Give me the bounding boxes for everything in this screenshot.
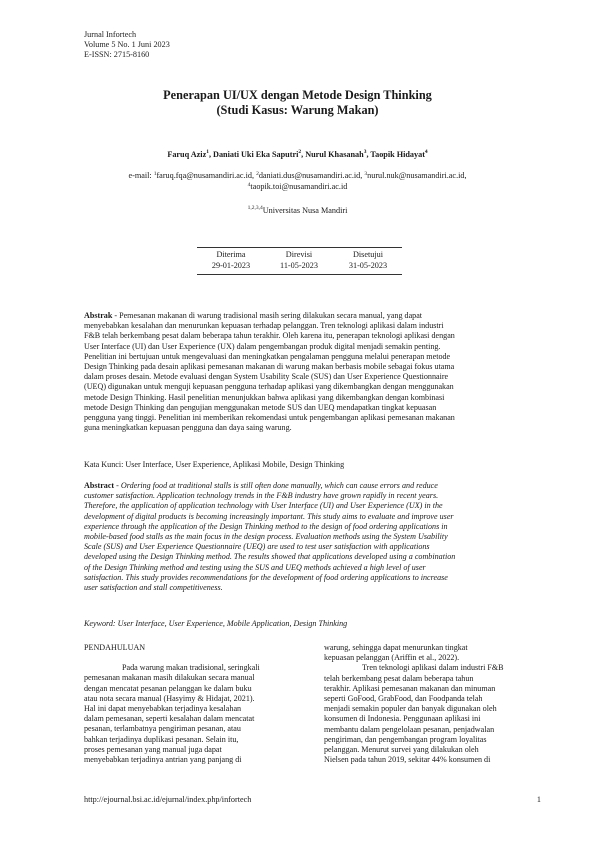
date-label: Direvisi [285, 250, 313, 259]
email-sup: 4 [247, 182, 251, 188]
text-line: telah berkembang pesat dalam beberapa tahun [324, 673, 474, 683]
text-line: terakhir. Aplikasi pemesanan makanan dan minuman [324, 683, 496, 693]
text-line: customer satisfaction. Application technology trends in the F&B industry have grown rapidly in recent years. [84, 491, 439, 501]
affiliation-sup: 1,2,3,4 [247, 205, 263, 211]
date-value: 31-05-2023 [348, 260, 388, 270]
section-title: PENDAHULUAN [84, 643, 146, 652]
date-revised [265, 250, 333, 271]
email-sup: 3 [364, 171, 368, 177]
text-line: menyebabkan kesalahan dan menurunkan kepuasan terhadap pelanggan. Tren teknologi aplikasi dalam industri [84, 321, 444, 331]
author-name: Nurul Khasanah [305, 150, 364, 159]
text-line: satisfaction. This study provides recommendations for the development of food ordering applications to increase [84, 572, 448, 582]
text-line: developed using the Design Thinking method. The results showed that applications developed using a combination [84, 552, 456, 562]
abstrak-paragraph [84, 311, 541, 433]
date-value: 29-01-2023 [211, 260, 251, 270]
author-name: Taopik Hidayat [370, 150, 425, 159]
email-sup: 2 [256, 171, 259, 177]
keywords-value: User Interface, User Experience, Mobile Application, Design Thinking [117, 619, 348, 628]
abstract-label: Abstract [84, 481, 115, 490]
text-line: user satisfaction and stall competitiveness. [84, 583, 223, 593]
keywords-label: Keyword: [84, 619, 116, 628]
date-label: Disetujui [352, 250, 384, 259]
page-number: 1 [536, 795, 541, 804]
text-line: development of digital products is becoming increasingly important. This study aims to evaluate and improve user [84, 511, 454, 521]
left-column [84, 643, 302, 765]
kata-kunci-label: Kata Kunci: [84, 460, 124, 469]
kata-kunci [84, 460, 541, 470]
email-link[interactable]: taopik.toi@nusamandiri.ac.id [250, 182, 348, 191]
author-sup: 1 [206, 149, 209, 155]
author-sup: 4 [424, 149, 428, 155]
text-line: kepuasan pelanggan (Ariffin et al., 2022). [324, 653, 460, 663]
text-line: Hal ini dapat menyebabkan terjadinya kesalahan [84, 704, 242, 714]
email-link[interactable]: faruq.fqa@nusamandiri.ac.id [156, 171, 252, 180]
affiliation-name: Universitas Nusa Mandiri [262, 206, 348, 215]
author-name: Daniati Uki Eka Saputri [213, 150, 299, 159]
author-name: Faruq Aziz [167, 150, 207, 159]
text-line: User Interface (UI) dan User Experience (UX) dalam pengembangan produk digital menjadi semakin penting. [84, 341, 441, 351]
email-line-1: e-mail: $^1$faruq.fqa@nusamandiri.ac.id, $^2$daniati.dus@nusamandiri.ac.id, $^3$nurul.nuk@nusamandiri.ac.id, [128, 171, 467, 180]
affiliation [60, 206, 535, 215]
journal-volume: Volume 5 No. 1 Juni 2023 [84, 40, 170, 49]
text-span: - Ordering food at traditional stalls is still often done manually, which can cause errors and reduce [116, 481, 438, 490]
text-line: menjadi semakin populer dan banyak digunakan oleh [324, 704, 497, 714]
text-line: pesanan, terlambatnya pengiriman pesanan, atau [84, 724, 241, 734]
author-sup: 2 [298, 149, 302, 155]
text-span: - Pemesanan makanan di warung tradisional masih sering dilakukan secara manual, yang dapat [114, 311, 423, 320]
email-prefix: e-mail: [128, 171, 154, 180]
date-rule-top [197, 247, 402, 248]
text-line: bahkan terjadinya duplikasi pesanan. Selain itu, [84, 734, 239, 744]
text-line: experience through the application of the Design Thinking method to the design of food ordering applications in [84, 521, 448, 531]
right-column [324, 643, 542, 765]
page-footer [84, 795, 541, 804]
footer-url[interactable]: http://ejournal.bsi.ac.id/ejurnal/index.php/infortech [84, 795, 252, 804]
text-line: seperti GoFood, GrabFood, dan Foodpanda telah [324, 694, 483, 704]
text-line: membantu dalam pengelolaan pesanan, penjadwalan [324, 724, 495, 734]
text-line: Nielsen pada tahun 2019, sekitar 44% konsumen di [324, 755, 491, 765]
text-line: warung, sehingga dapat menurunkan tingkat [324, 643, 468, 652]
abstrak-label: Abstrak [84, 311, 113, 320]
date-rule-bottom [197, 274, 402, 275]
text-line: dalam proses desain. Metode evaluasi dengan System Usability Scale (SUS) dan User Experience Questionnaire [84, 372, 449, 382]
date-approved [334, 250, 402, 271]
text-line: pelanggan. Menurut survei yang dilakukan oleh [324, 745, 479, 755]
text-line: metode Design Thinking dan pengujian menggunakan metode SUS dan UEQ mendapatkan tingkat kepuasan [84, 402, 437, 412]
text-line: proses pemesanan yang manual juga dapat [84, 744, 222, 754]
text-line [84, 481, 541, 491]
text-line: Tren teknologi aplikasi dalam industri F&B [362, 663, 504, 673]
text-line: Pada warung makan tradisional, seringkali [122, 663, 260, 673]
paper-title [60, 88, 535, 117]
author-sup: 3 [363, 149, 367, 155]
text-line: dalam pemesanan, seperti kesalahan dalam mencatat [84, 714, 255, 724]
text-line: atau nota secara manual (Hasyimy & Hidajat, 2021). [84, 693, 255, 703]
email-link[interactable]: daniati.dus@nusamandiri.ac.id [258, 171, 361, 180]
text-line: Scale (SUS) and User Experience Questionnaire (UEQ) are used to test user satisfaction with applications [84, 542, 430, 552]
text-line: pemesanan makanan masih dilakukan secara manual [84, 673, 255, 683]
text-line: menyebabkan terjadinya antrian yang panjang di [84, 755, 242, 765]
kata-kunci-value: User Interface, User Experience, Aplikasi Mobile, Design Thinking [125, 460, 345, 469]
abstract-paragraph [84, 481, 541, 593]
journal-issn: E-ISSN: 2715-8160 [84, 50, 150, 59]
text-line [84, 311, 541, 321]
text-line: dengan mencatat pesanan pelanggan ke dalam buku [84, 683, 252, 693]
text-line: pengguna yang tinggi. Penelitian ini memberikan rekomendasi untuk pengembangan aplikasi pemesanan makanan [84, 413, 455, 423]
journal-name: Jurnal Infortech [84, 30, 137, 39]
spacer [84, 653, 302, 663]
email-line-2 [95, 181, 500, 192]
text-line: Therefore, the application of application technology with User Interface (UI) and User Experience (UX) in the [84, 501, 443, 511]
text-line: mobile-based food stalls as the main focus in the design process. Evaluation methods using the System Usability [84, 532, 448, 542]
title-line-2: (Studi Kasus: Warung Makan) [216, 102, 379, 117]
author-list: Faruq Aziz$^1$, Daniati Uki Eka Saputri$^2$, Nurul Khasanah$^3$, Taopik Hidayat$^4$ [167, 149, 428, 159]
text-line: Penelitian ini bertujuan untuk mengevaluasi dan meningkatkan pengalaman pengguna melalui penerapan metode [84, 351, 451, 361]
text-line: pengiriman, dan pengembangan program loyalitas [324, 734, 487, 744]
text-line: of the Design Thinking method and testing using the SUS and UEQ methods achieved a high level of user [84, 562, 426, 572]
text-line: metode Design Thinking. Hasil penelitian menunjukkan bahwa aplikasi yang dikembangkan dengan kombinasi [84, 392, 445, 402]
author-emails [95, 170, 500, 192]
title-line-1: Penerapan UI/UX dengan Metode Design Thinking [163, 88, 432, 102]
date-received [197, 250, 265, 271]
email-link[interactable]: nurul.nuk@nusamandiri.ac.id, [367, 171, 467, 180]
text-line: guna meningkatkan kepuasan pengguna dan daya saing warung. [84, 423, 292, 433]
text-line: F&B telah berkembang pesat dalam beberapa tahun terakhir. Oleh karena itu, penerapan teknologi aplikasi dengan [84, 331, 455, 341]
email-sup: 1 [153, 171, 157, 177]
date-value: 11-05-2023 [280, 260, 318, 270]
text-line: (UEQ) digunakan untuk menguji kepuasan pengguna terhadap aplikasi yang dikembangkan dengan menggunakan [84, 382, 454, 392]
date-label: Diterima [216, 250, 246, 259]
text-line: Design Thinking pada desain aplikasi pemesanan makanan di warung makan berbasis mobile sebagai fokus utama [84, 362, 455, 372]
text-line: konsumen di Indonesia. Penggunaan aplikasi ini [324, 714, 481, 724]
keywords [84, 619, 541, 629]
